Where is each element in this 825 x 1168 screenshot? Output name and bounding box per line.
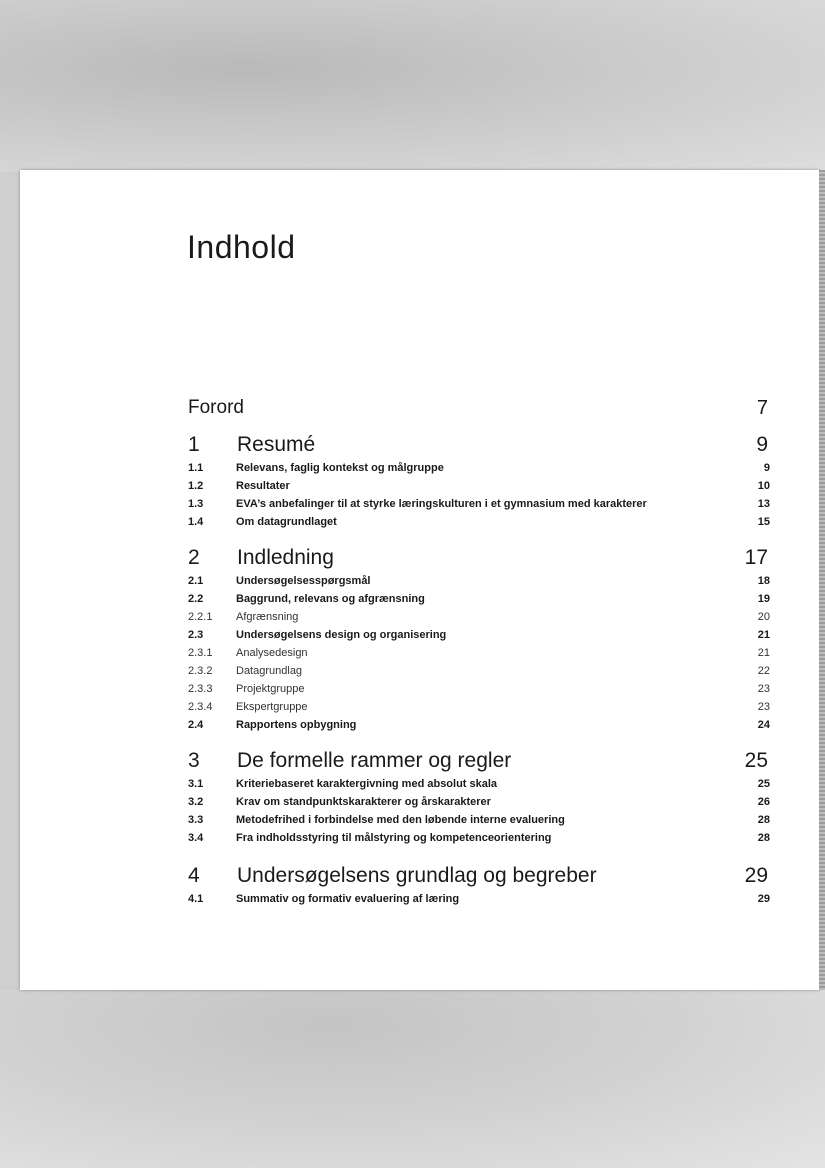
toc-entry-label: Undersøgelsesspørgsmål	[236, 575, 371, 587]
toc-entry-label: Krav om standpunktskarakterer og årskarakterer	[236, 796, 491, 808]
toc-chapter-page: 29	[744, 864, 768, 887]
toc-entry-number: 3.2	[188, 796, 204, 808]
toc-entry-page: 15	[757, 516, 770, 528]
toc-entry-number: 3.4	[188, 832, 204, 844]
toc-chapter-page: 9	[756, 433, 768, 456]
toc-entry-label: Summativ og formativ evaluering af læring	[236, 893, 460, 905]
toc-entry-page: 21	[757, 629, 770, 641]
toc-entry-number: 1.1	[188, 462, 204, 474]
toc-entry-label: Analysedesign	[236, 647, 308, 659]
toc-entry-label: Relevans, faglig kontekst og målgruppe	[236, 462, 444, 474]
toc-entry-number: 3.3	[188, 814, 204, 826]
toc-entry-number: 2.3.2	[188, 665, 213, 677]
toc-entry-number: 4.1	[188, 893, 204, 905]
toc-chapter-number: 2	[188, 546, 200, 569]
toc-entry-label: Undersøgelsens design og organisering	[236, 629, 447, 641]
toc-chapter-label: Resumé	[237, 433, 316, 456]
toc-entry-page: 22	[757, 665, 770, 677]
toc-entry-label: Fra indholdsstyring til målstyring og kompetenceorientering	[236, 832, 552, 844]
toc-entry-label: EVA’s anbefalinger til at styrke læringskulturen i et gymnasium med karakterer	[236, 498, 647, 510]
toc-entry-page: 13	[757, 498, 770, 510]
toc-chapter-label: Undersøgelsens grundlag og begreber	[237, 864, 597, 887]
toc-entry-number: 2.4	[188, 719, 204, 731]
toc-entry-page: 20	[757, 611, 770, 623]
toc-chapter-page: 17	[744, 546, 768, 569]
toc-entry-label: Afgrænsning	[236, 611, 299, 623]
toc-entry-number: 1.3	[188, 498, 204, 510]
toc-entry-label: Kriteriebaseret karaktergivning med absolut skala	[236, 778, 498, 790]
toc-entry-page: 25	[757, 778, 770, 790]
toc-chapter-number: 1	[188, 433, 200, 456]
toc-entry-number: 2.3.3	[188, 683, 213, 695]
toc-chapter-number: 3	[188, 749, 200, 772]
toc-entry-number: 2.3	[188, 629, 204, 641]
toc-entry-page: 28	[757, 832, 770, 844]
toc-entry-number: 1.2	[188, 480, 204, 492]
toc-entry-page: 29	[757, 893, 770, 905]
toc-entry-number: 2.2	[188, 593, 204, 605]
toc-entry-number: 2.3.1	[188, 647, 213, 659]
toc-entry-page: 24	[757, 719, 770, 731]
toc-entry-number: 2.2.1	[188, 611, 213, 623]
toc-chapter-label: Indledning	[237, 546, 334, 569]
toc-entry-number: 2.1	[188, 575, 204, 587]
toc-entry-label: Metodefrihed i forbindelse med den løbende interne evaluering	[236, 814, 565, 826]
toc-entry-page: 23	[757, 701, 770, 713]
toc-entry-page: 26	[757, 796, 770, 808]
toc-entry-number: 3.1	[188, 778, 204, 790]
toc-chapter-page: 25	[744, 749, 768, 772]
toc-entry-label: Forord	[188, 397, 244, 418]
toc-entry-page: 21	[757, 647, 770, 659]
toc-entry-label: Om datagrundlaget	[236, 516, 337, 528]
toc-entry-label: Resultater	[236, 480, 290, 492]
toc-chapter-label: De formelle rammer og regler	[237, 749, 512, 772]
page-title: Indhold	[187, 229, 296, 266]
toc-entry-label: Datagrundlag	[236, 665, 303, 677]
toc-entry-label: Rapportens opbygning	[236, 719, 357, 731]
toc-entry-page: 18	[757, 575, 770, 587]
toc-entry-label: Baggrund, relevans og afgrænsning	[236, 593, 425, 605]
toc-entry-page: 10	[757, 480, 770, 492]
toc-entry-page: 28	[757, 814, 770, 826]
toc-entry-page: 9	[763, 462, 770, 474]
toc-entry-page: 19	[757, 593, 770, 605]
toc-entry-page: 7	[756, 397, 768, 419]
toc-entry-label: Projektgruppe	[236, 683, 305, 695]
toc-chapter-number: 4	[188, 864, 200, 887]
toc-entry-label: Ekspertgruppe	[236, 701, 308, 713]
toc-entry-page: 23	[757, 683, 770, 695]
toc-entry-number: 2.3.4	[188, 701, 213, 713]
toc-entry-number: 1.4	[188, 516, 204, 528]
